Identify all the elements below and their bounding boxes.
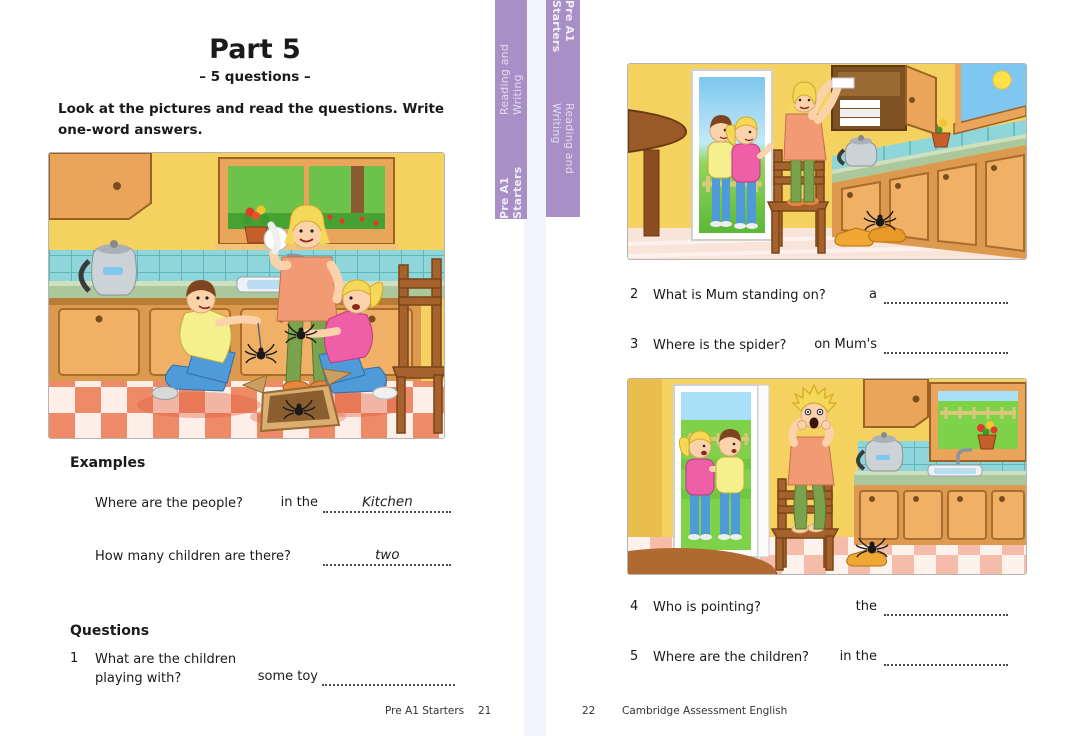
answer-prefix: the [855,599,877,614]
answer-line [884,330,1008,354]
question-text: What are the children playing with? [95,652,237,686]
examples-heading: Examples [70,455,146,471]
question-number: 2 [630,287,639,302]
upper-cabinet [49,153,151,219]
question-text: Where is the spider? [653,338,787,353]
page-number: 21 [478,705,492,717]
answer-prefix: a [869,287,877,302]
part-title: Part 5 [209,34,301,65]
handwritten-answer: two [374,546,400,564]
footer-label: Cambridge Assessment English [622,705,788,717]
mum-on-chair-cupboard-illustration [628,64,1026,259]
answer-prefix: some toy [257,669,318,684]
example-answer-line [323,484,451,513]
tab-subtitle: Reading and Writing [550,103,576,175]
question-number: 4 [630,599,639,614]
footer-label: Pre A1 Starters [385,705,465,717]
scared-mum-on-chair-illustration [628,379,1026,574]
answer-line [884,642,1008,666]
example-question: Where are the people? [95,496,243,511]
question-text: Where are the children? [653,650,809,665]
part-subtitle: – 5 questions – [199,69,311,85]
instructions: Look at the pictures and read the questions. Write one-word answers. [58,101,445,138]
tab-title: Pre A1 Starters [550,0,576,53]
question-text: Who is pointing? [653,600,761,615]
example-picture [48,152,445,439]
picture-questions-4-5 [627,378,1027,575]
tab-subtitle: Reading and Writing [498,43,524,115]
question-number: 1 [70,651,79,666]
kitchen-window [930,383,1026,461]
section-tab-right-page [546,0,580,217]
questions-heading: Questions [70,623,150,639]
answer-line [322,662,455,686]
picture-questions-2-3 [627,63,1027,260]
upper-cabinet [864,379,928,427]
answer-prefix: on Mum's [814,337,877,352]
example-question: How many children are there? [95,549,291,564]
screaming-mouth [810,418,819,429]
example-answer-prefix: in the [280,495,318,510]
example-answer-line [323,537,451,566]
cupboard [832,66,936,134]
section-tab-left-page [495,0,527,219]
sun-icon [993,71,1011,89]
answer-prefix: in the [839,649,877,664]
lower-cabinets [854,485,1026,545]
answer-line [884,280,1008,304]
answer-line [884,592,1008,616]
page-number: 22 [582,705,596,717]
question-text: What is Mum standing on? [653,288,826,303]
question-number: 5 [630,649,639,664]
tab-title: Pre A1 Starters [498,166,524,219]
handwritten-answer: Kitchen [361,493,413,511]
page-gutter [524,0,546,736]
question-number: 3 [630,337,639,352]
kitchen-scene-illustration [49,153,444,438]
